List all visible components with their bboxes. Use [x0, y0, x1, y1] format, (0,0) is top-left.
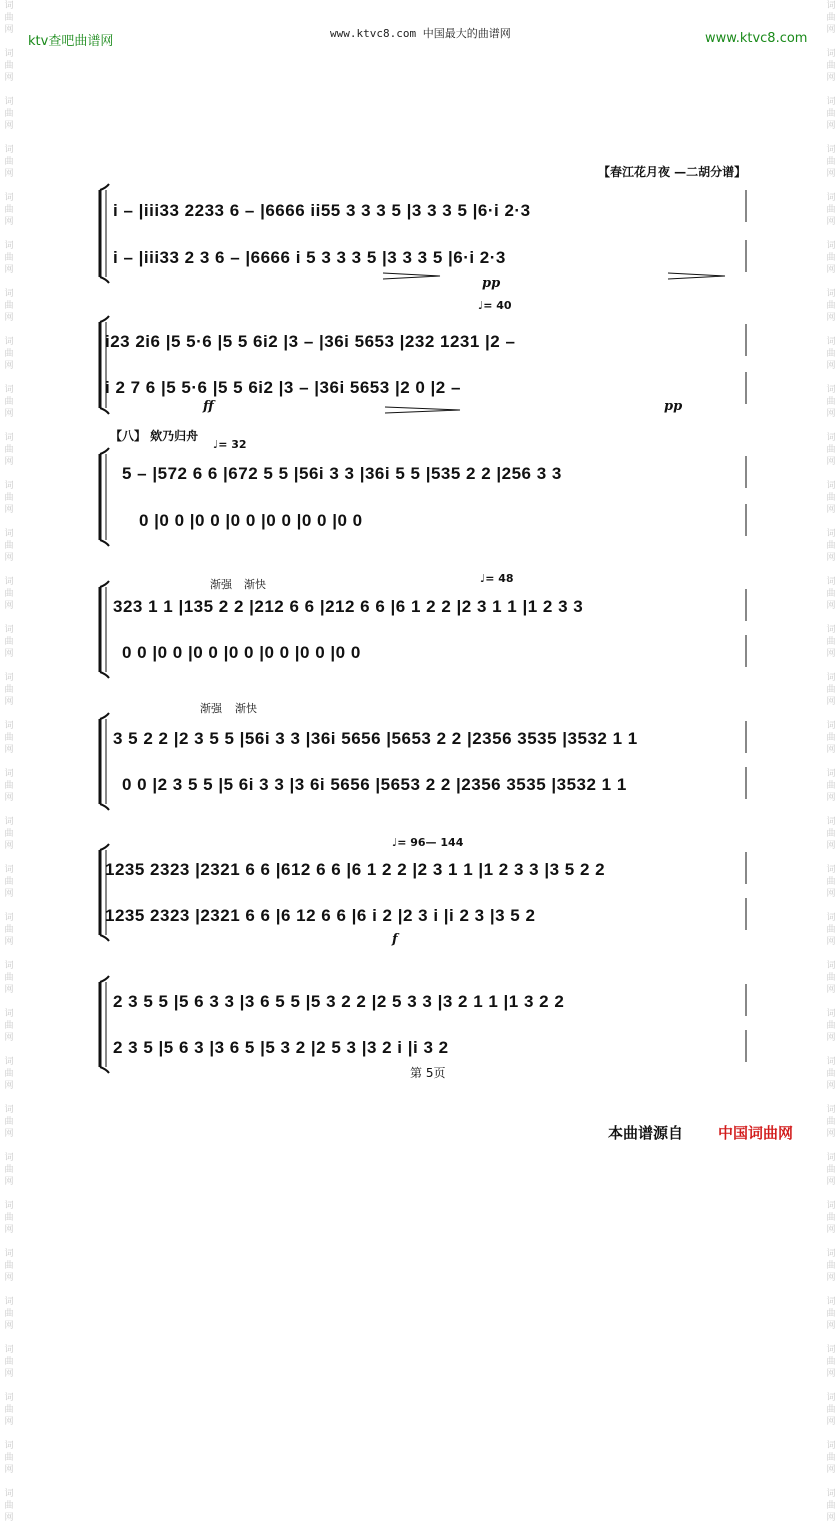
system-bracket	[100, 581, 109, 678]
staff-row-top: 3 5 2 2 |2 3 5 5 |56i 3 3 |36i 5656 |5653 2 2 |2356 3535 |3532 1 1	[113, 729, 638, 748]
footer-source-label: 本曲谱源自	[608, 1124, 684, 1142]
system-bracket	[100, 448, 109, 546]
staff-row-top: i23 2i6 |5 5·6 |5 5 6i2 |3 – |36i 5653 |232 1231 |2 –	[105, 332, 516, 351]
staff-row-bottom: 0 0 |0 0 |0 0 |0 0 |0 0 |0 0 |0 0	[122, 643, 361, 662]
expression-crescendo: 渐强	[210, 578, 232, 591]
staff-row-bottom: 1235 2323 |2321 6 6 |6 12 6 6 |6 i 2 |2 3 i |i 2 3 |3 5 2	[105, 906, 536, 925]
side-watermark-left: 词 曲 网 词 曲 网 词 曲 网 词 曲 网 词 曲 网 词 曲 网 词 曲 网 词 曲 网 词 曲 网 词 曲 网 词 曲 网 词 曲 网 词 曲 网 词 曲 网 词 曲 网 词 曲 网 词 曲 网 词 曲 网 词 曲 网 词 曲 网 词 曲 网 词 曲 网 词 曲 网 词 曲 网 词 曲 网 词 曲 网 词 曲 网 词 曲 网 词 曲 网 词 曲 网 词 曲 网 词 曲 网	[4, 1, 14, 1523]
page-number: 第 5页	[410, 1066, 446, 1080]
side-watermark-right: 词 曲 网 词 曲 网 词 曲 网 词 曲 网 词 曲 网 词 曲 网 词 曲 网 词 曲 网 词 曲 网 词 曲 网 词 曲 网 词 曲 网 词 曲 网 词 曲 网 词 曲 网 词 曲 网 词 曲 网 词 曲 网 词 曲 网 词 曲 网 词 曲 网 词 曲 网 词 曲 网 词 曲 网 词 曲 网 词 曲 网 词 曲 网 词 曲 网 词 曲 网 词 曲 网 词 曲 网 词 曲 网	[826, 1, 836, 1523]
staff-row-top: i – |iii33 2233 6 – |6666 ii55 3 3 3 5 |3 3 3 5 |6·i 2·3	[113, 201, 531, 220]
dynamic-mark: f	[392, 932, 398, 947]
staff-row-bottom: 0 |0 0 |0 0 |0 0 |0 0 |0 0 |0 0	[139, 511, 363, 530]
expression-crescendo: 渐强	[200, 702, 222, 715]
score-title: 【春江花月夜 —二胡分谱】	[598, 165, 747, 179]
dynamic-mark: ff	[203, 399, 214, 414]
site-url-right[interactable]: www.ktvc8.com	[705, 31, 808, 46]
system-bracket	[100, 844, 109, 941]
staff-row-top: 5 – |572 6 6 |672 5 5 |56i 3 3 |36i 5 5 |535 2 2 |256 3 3	[122, 464, 562, 483]
staff-row-bottom: i – |iii33 2 3 6 – |6666 i 5 3 3 3 5 |3 3 3 5 |6·i 2·3	[113, 248, 506, 267]
system-bracket	[100, 976, 109, 1073]
dynamic-mark: pp	[664, 399, 683, 414]
section-label: 【八】 欸乃归舟	[110, 429, 199, 443]
staff-row-top: 1235 2323 |2321 6 6 |612 6 6 |6 1 2 2 |2 3 1 1 |1 2 3 3 |3 5 2 2	[105, 860, 606, 879]
staff-row-bottom: i 2 7 6 |5 5·6 |5 5 6i2 |3 – |36i 5653 |2 0 |2 –	[105, 378, 461, 397]
system-bracket	[100, 713, 109, 810]
staff-row-bottom: 2 3 5 |5 6 3 |3 6 5 |5 3 2 |2 5 3 |3 2 i |i 3 2	[113, 1038, 449, 1057]
dynamic-mark: pp	[482, 276, 501, 291]
tempo-mark: ♩= 40	[478, 299, 512, 312]
expression-accelerando: 渐快	[235, 702, 257, 715]
footer-source-site[interactable]: 中国词曲网	[718, 1124, 794, 1142]
staff-row-top: 2 3 5 5 |5 6 3 3 |3 6 5 5 |5 3 2 2 |2 5 3 3 |3 2 1 1 |1 3 2 2	[113, 992, 565, 1011]
system-bracket	[100, 316, 109, 414]
tempo-mark: ♩= 96— 144	[392, 836, 464, 849]
staff-row-top: 323 1 1 |135 2 2 |212 6 6 |212 6 6 |6 1 2 2 |2 3 1 1 |1 2 3 3	[113, 597, 584, 616]
system-bracket	[100, 184, 109, 283]
staff-row-bottom: 0 0 |2 3 5 5 |5 6i 3 3 |3 6i 5656 |5653 2 2 |2356 3535 |3532 1 1	[122, 775, 627, 794]
site-name-left[interactable]: ktv查吧曲谱网	[28, 34, 114, 49]
tempo-mark: ♩= 48	[480, 572, 514, 585]
tempo-mark: ♩= 32	[213, 438, 247, 451]
site-tagline: www.ktvc8.com 中国最大的曲谱网	[330, 27, 511, 40]
expression-accelerando: 渐快	[244, 578, 266, 591]
